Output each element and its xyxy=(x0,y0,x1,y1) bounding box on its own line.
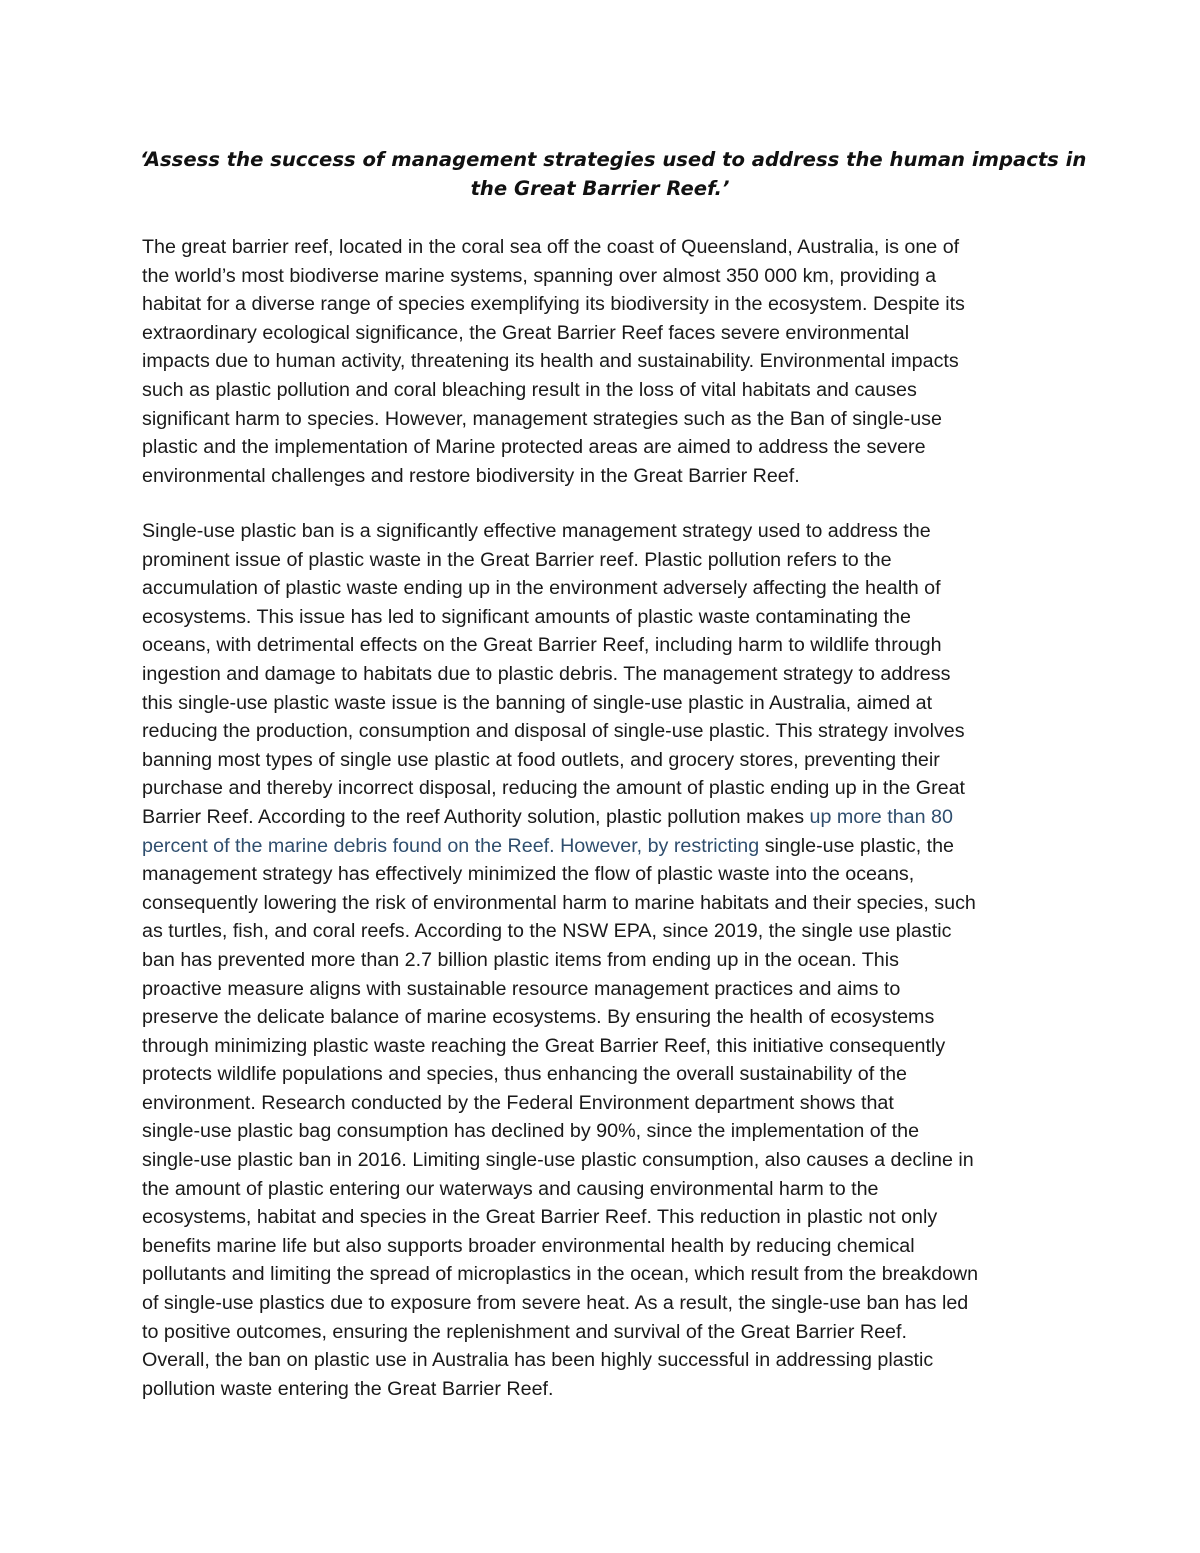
title-line: ‘Assess the success of management strategies used to address the human impacts in xyxy=(140,148,1087,171)
text-line xyxy=(142,803,1072,832)
paragraph-introduction xyxy=(142,233,1072,490)
hyperlink-text[interactable]: up more than 80 xyxy=(809,805,953,828)
text-line: prominent issue of plastic waste in the Great Barrier reef. Plastic pollution refers to the xyxy=(142,548,892,571)
text-line: of single-use plastics due to exposure from severe heat. As a result, the single-use ban has led xyxy=(142,1292,969,1315)
text-line: ingestion and damage to habitats due to plastic debris. The management strategy to address xyxy=(142,662,951,685)
text-line: purchase and thereby incorrect disposal, reducing the amount of plastic ending up in the Great xyxy=(142,777,966,800)
text-line: to positive outcomes, ensuring the replenishment and survival of the Great Barrier Reef. xyxy=(142,1320,907,1343)
text-line: through minimizing plastic waste reaching the Great Barrier Reef, this initiative consequently xyxy=(142,1034,946,1057)
title-line: the Great Barrier Reef.’ xyxy=(470,177,730,200)
text-line: as turtles, fish, and coral reefs. According to the NSW EPA, since 2019, the single use plastic xyxy=(142,920,952,943)
text-line: benefits marine life but also supports broader environmental health by reducing chemical xyxy=(142,1234,915,1257)
text-line: Overall, the ban on plastic use in Australia has been highly successful in addressing plastic xyxy=(142,1349,934,1372)
text-line: significant harm to species. However, management strategies such as the Ban of single-use xyxy=(142,407,942,430)
text-line: such as plastic pollution and coral bleaching result in the loss of vital habitats and causes xyxy=(142,378,917,401)
text-line: consequently lowering the risk of environmental harm to marine habitats and their species, such xyxy=(142,891,976,914)
text-line: the amount of plastic entering our waterways and causing environmental harm to the xyxy=(142,1177,879,1200)
text-line: ban has prevented more than 2.7 billion plastic items from ending up in the ocean. This xyxy=(142,948,899,971)
text-line: management strategy has effectively minimized the flow of plastic waste into the oceans, xyxy=(142,863,915,886)
text-line: plastic and the implementation of Marine protected areas are aimed to address the severe xyxy=(142,436,926,459)
text-line: extraordinary ecological significance, the Great Barrier Reef faces severe environmental xyxy=(142,321,910,344)
text-line: single-use plastic bag consumption has declined by 90%, since the implementation of the xyxy=(142,1120,920,1143)
text-line: pollution waste entering the Great Barrier Reef. xyxy=(142,1377,554,1400)
text-line: banning most types of single use plastic at food outlets, and grocery stores, preventing their xyxy=(142,748,940,771)
text-line: pollutants and limiting the spread of microplastics in the ocean, which result from the breakdown xyxy=(142,1263,979,1286)
text-line: habitat for a diverse range of species exemplifying its biodiversity in the ecosystem. Despite its xyxy=(142,293,965,316)
text-segment: Barrier Reef. According to the reef Authority solution, plastic pollution makes xyxy=(142,805,810,828)
text-line: reducing the production, consumption and disposal of single-use plastic. This strategy involves xyxy=(142,720,965,743)
text-line: preserve the delicate balance of marine ecosystems. By ensuring the health of ecosystems xyxy=(142,1006,935,1029)
text-line: protects wildlife populations and species, thus enhancing the overall sustainability of the xyxy=(142,1063,907,1086)
text-line: accumulation of plastic waste ending up in the environment adversely affecting the health of xyxy=(142,577,941,600)
text-line: ecosystems, habitat and species in the Great Barrier Reef. This reduction in plastic not only xyxy=(142,1206,938,1229)
text-line: environment. Research conducted by the Federal Environment department shows that xyxy=(142,1091,894,1114)
text-line: proactive measure aligns with sustainable resource management practices and aims to xyxy=(142,977,901,1000)
text-line: the world’s most biodiverse marine systems, spanning over almost 350 000 km, providing a xyxy=(142,264,937,287)
text-line: The great barrier reef, located in the coral sea off the coast of Queensland, Australia, is one of xyxy=(142,236,960,258)
text-line: ecosystems. This issue has led to significant amounts of plastic waste contaminating the xyxy=(142,605,911,628)
text-line: oceans, with detrimental effects on the Great Barrier Reef, including harm to wildlife through xyxy=(142,634,942,657)
text-line xyxy=(142,832,1072,861)
hyperlink-text[interactable]: percent of the marine debris found on the Reef. However, by restricting xyxy=(142,834,760,857)
document-title xyxy=(140,145,1087,203)
text-line: single-use plastic ban in 2016. Limiting single-use plastic consumption, also causes a decline in xyxy=(142,1149,974,1172)
text-line: this single-use plastic waste issue is the banning of single-use plastic in Australia, aimed at xyxy=(142,691,933,714)
text-line: Single-use plastic ban is a significantly effective management strategy used to address the xyxy=(142,520,931,542)
text-line: environmental challenges and restore biodiversity in the Great Barrier Reef. xyxy=(142,464,800,487)
paragraph-plastic-ban xyxy=(142,517,1072,1403)
text-segment: single-use plastic, the xyxy=(759,834,955,857)
text-line: impacts due to human activity, threatening its health and sustainability. Environmental impacts xyxy=(142,350,959,373)
